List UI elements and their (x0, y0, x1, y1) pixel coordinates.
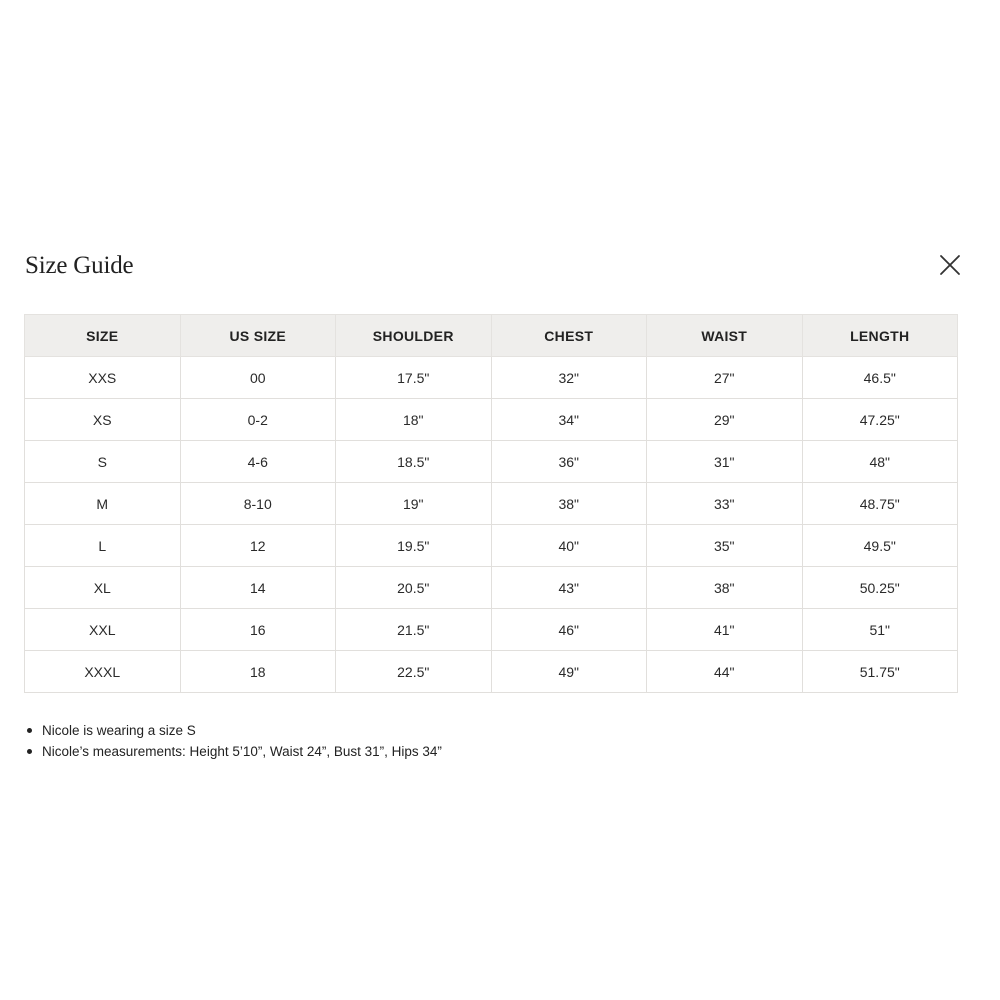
table-row (25, 483, 958, 525)
table-row (25, 609, 958, 651)
table-row (25, 651, 958, 693)
table-row (25, 399, 958, 441)
cell-us-size: 18 (180, 651, 336, 693)
cell-chest: 40" (491, 525, 647, 567)
cell-chest: 34" (491, 399, 647, 441)
column-header-waist: WAIST (647, 315, 803, 357)
cell-length: 48" (802, 441, 958, 483)
column-header-us-size: US SIZE (180, 315, 336, 357)
cell-length: 51.75" (802, 651, 958, 693)
notes-list (24, 720, 442, 762)
column-header-length: LENGTH (802, 315, 958, 357)
table-row (25, 567, 958, 609)
cell-us-size: 4-6 (180, 441, 336, 483)
cell-size: XXS (25, 357, 181, 399)
note-text: Nicole’s measurements: Height 5’10”, Waist 24”, Bust 31”, Hips 34” (42, 744, 442, 759)
cell-chest: 49" (491, 651, 647, 693)
cell-us-size: 0-2 (180, 399, 336, 441)
list-item (24, 720, 442, 741)
cell-size: XXXL (25, 651, 181, 693)
column-header-shoulder: SHOULDER (336, 315, 492, 357)
table-row (25, 357, 958, 399)
cell-waist: 35" (647, 525, 803, 567)
cell-shoulder: 19.5" (336, 525, 492, 567)
cell-length: 50.25" (802, 567, 958, 609)
cell-waist: 44" (647, 651, 803, 693)
cell-waist: 29" (647, 399, 803, 441)
cell-waist: 27" (647, 357, 803, 399)
cell-chest: 38" (491, 483, 647, 525)
cell-shoulder: 17.5" (336, 357, 492, 399)
cell-length: 46.5" (802, 357, 958, 399)
cell-shoulder: 21.5" (336, 609, 492, 651)
cell-shoulder: 20.5" (336, 567, 492, 609)
cell-waist: 41" (647, 609, 803, 651)
page-title: Size Guide (25, 252, 134, 279)
close-icon (936, 251, 964, 279)
cell-size: XXL (25, 609, 181, 651)
cell-chest: 46" (491, 609, 647, 651)
cell-us-size: 14 (180, 567, 336, 609)
cell-waist: 31" (647, 441, 803, 483)
bullet-icon (27, 749, 32, 754)
cell-size: L (25, 525, 181, 567)
cell-shoulder: 22.5" (336, 651, 492, 693)
cell-size: M (25, 483, 181, 525)
cell-shoulder: 18" (336, 399, 492, 441)
cell-size: S (25, 441, 181, 483)
cell-waist: 33" (647, 483, 803, 525)
cell-length: 51" (802, 609, 958, 651)
cell-us-size: 12 (180, 525, 336, 567)
cell-us-size: 16 (180, 609, 336, 651)
table-header-row (25, 315, 958, 357)
column-header-size: SIZE (25, 315, 181, 357)
cell-size: XL (25, 567, 181, 609)
cell-us-size: 8-10 (180, 483, 336, 525)
cell-length: 47.25" (802, 399, 958, 441)
table-row (25, 525, 958, 567)
list-item (24, 741, 442, 762)
table-row (25, 441, 958, 483)
cell-shoulder: 19" (336, 483, 492, 525)
cell-chest: 32" (491, 357, 647, 399)
cell-shoulder: 18.5" (336, 441, 492, 483)
bullet-icon (27, 728, 32, 733)
cell-us-size: 00 (180, 357, 336, 399)
cell-chest: 36" (491, 441, 647, 483)
cell-waist: 38" (647, 567, 803, 609)
cell-length: 49.5" (802, 525, 958, 567)
cell-size: XS (25, 399, 181, 441)
note-text: Nicole is wearing a size S (42, 723, 196, 738)
cell-chest: 43" (491, 567, 647, 609)
cell-length: 48.75" (802, 483, 958, 525)
close-button[interactable] (936, 251, 964, 279)
column-header-chest: CHEST (491, 315, 647, 357)
size-table (24, 314, 958, 693)
